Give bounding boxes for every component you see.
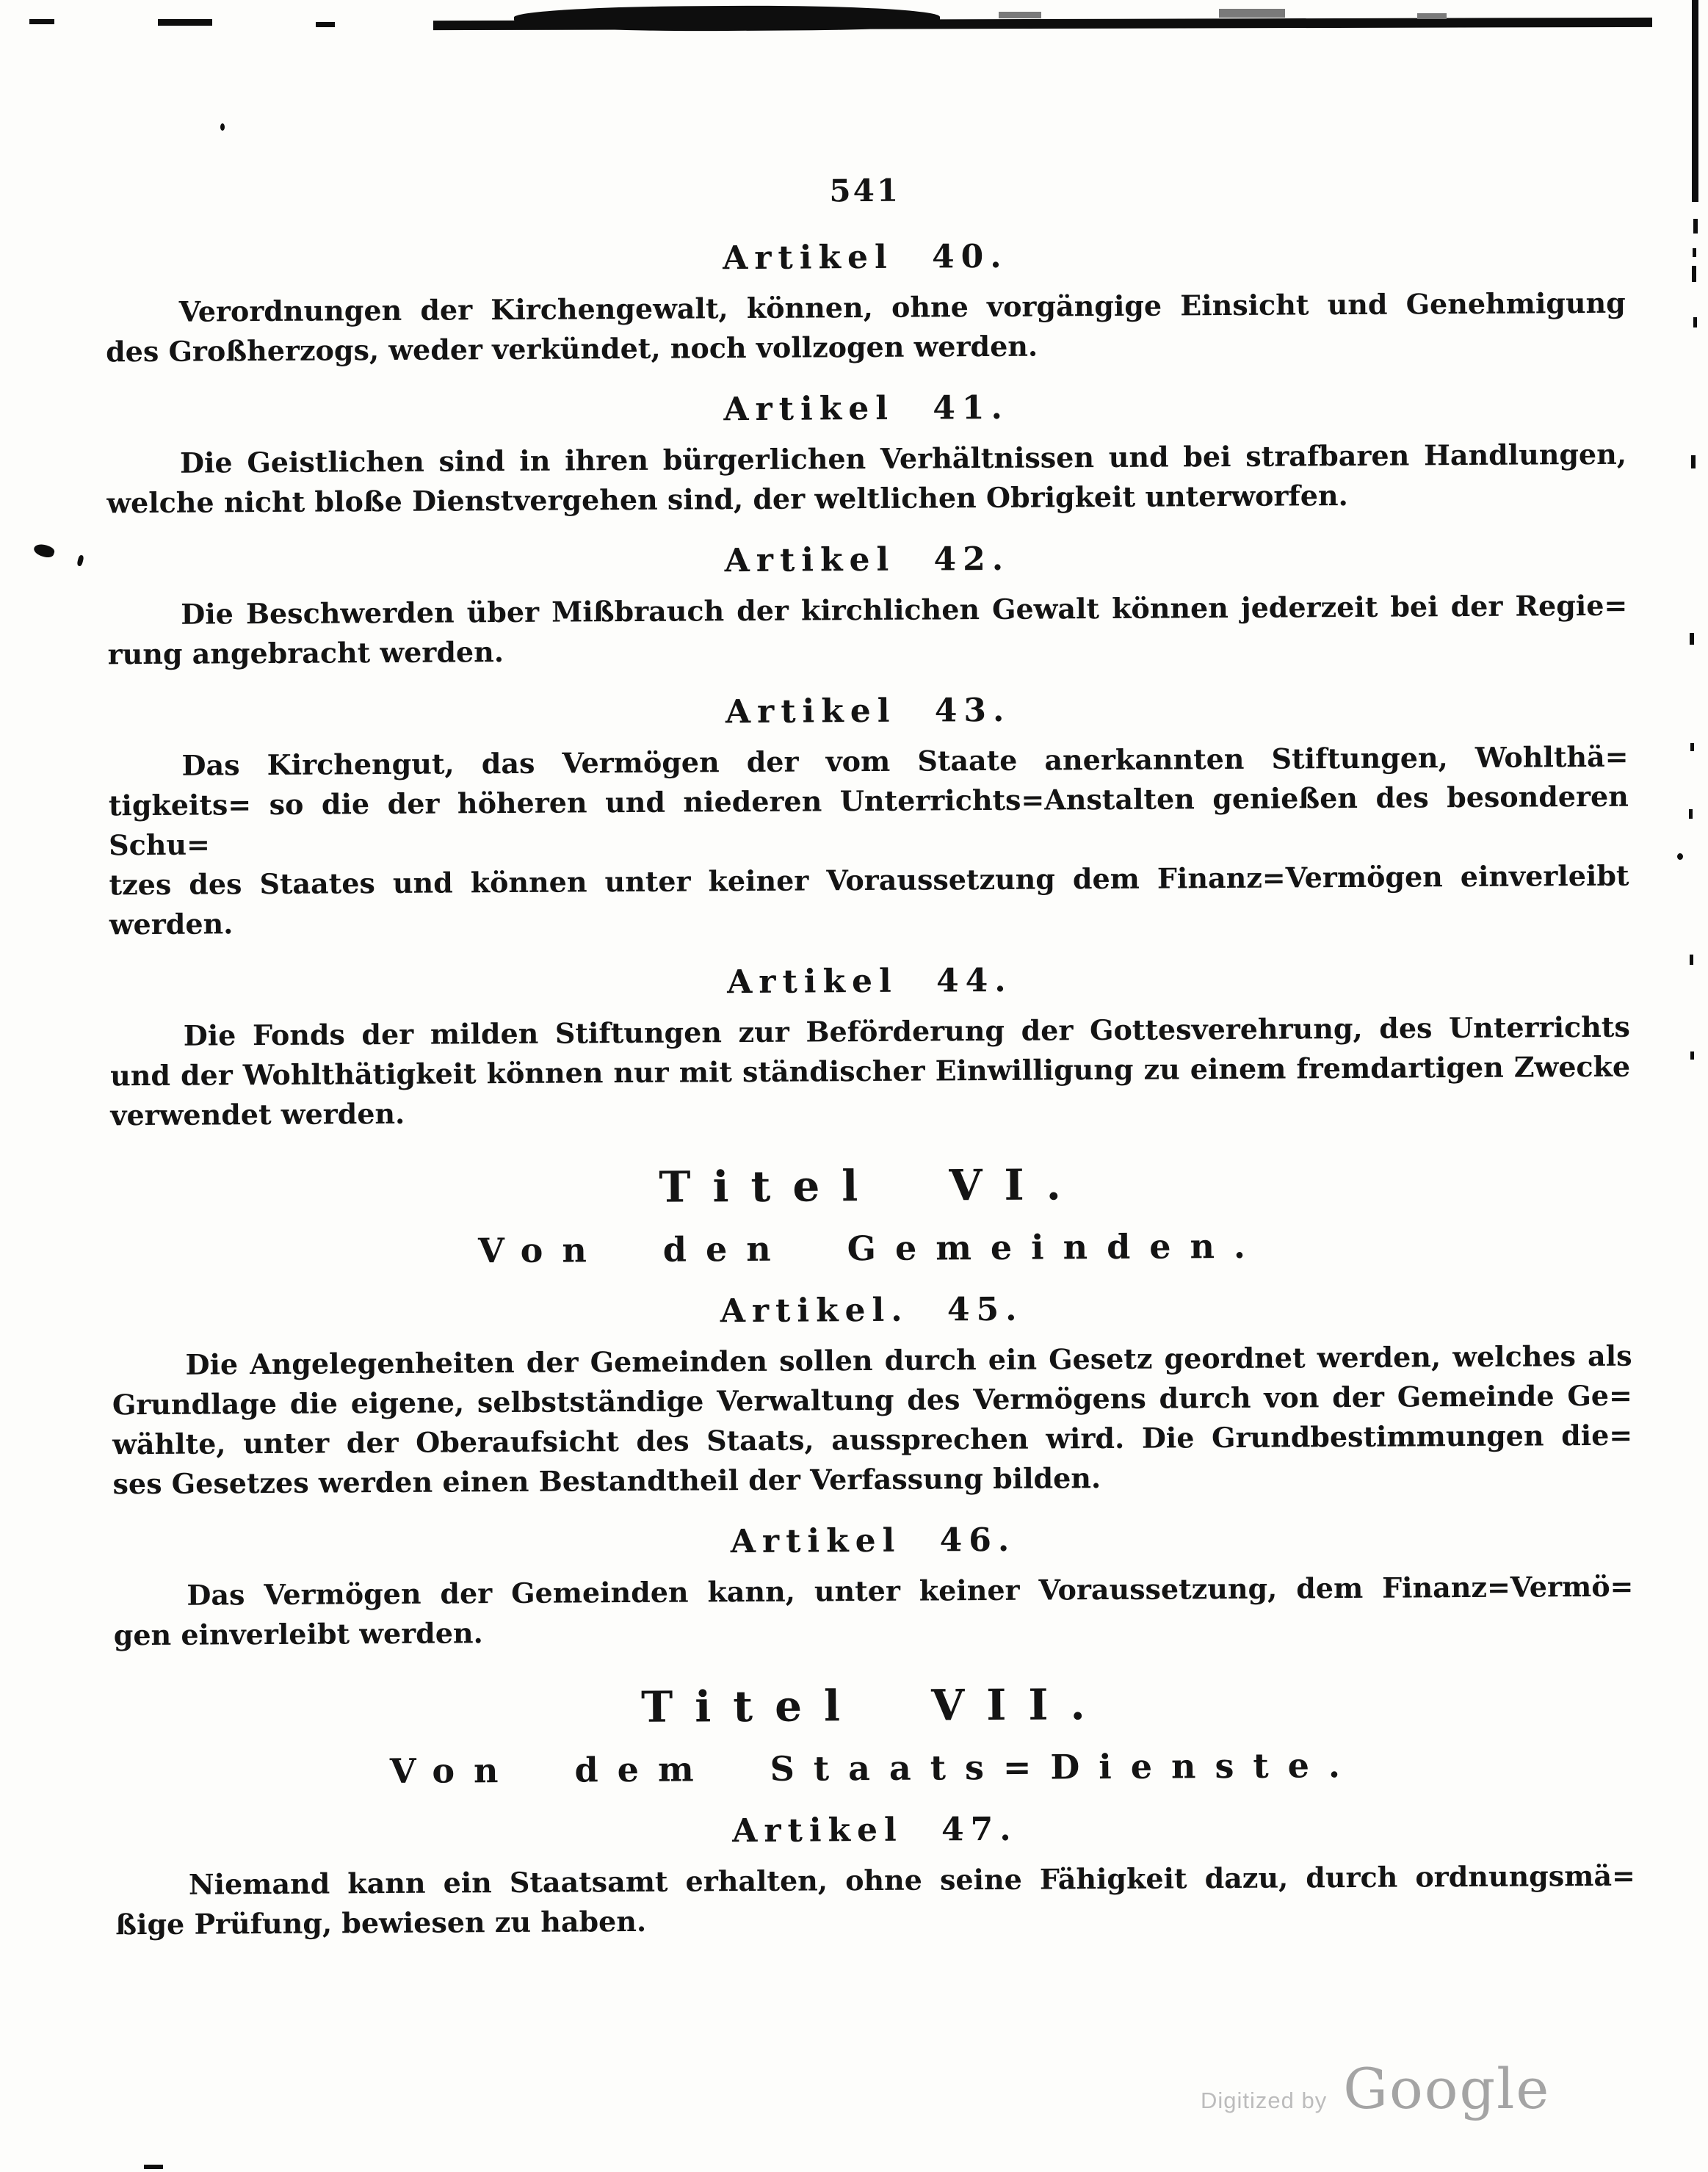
ink-artifact	[220, 123, 225, 131]
ink-artifact	[1417, 13, 1447, 19]
ink-artifact	[1219, 9, 1285, 18]
ink-artifact	[32, 542, 56, 560]
article-line: Die Angelegenheiten der Gemeinden sollen durch ein Gesetz geordnet werden, welches als	[185, 1339, 1632, 1381]
section-subtitle: Von den Gemeinden.	[478, 1226, 1265, 1271]
article-line: Die Beschwerden über Mißbrauch der kirchlichen Gewalt können jederzeit bei der Regie=	[181, 588, 1628, 631]
article-heading: Artikel 47.	[732, 1810, 1018, 1850]
page-content	[105, 168, 1636, 1945]
section-subtitle: Von dem Staats=Dienste.	[389, 1745, 1360, 1792]
article-line: welche nicht bloße Dienstvergehen sind, der weltlichen Obrigkeit unterworfen.	[106, 479, 1348, 520]
ink-artifact	[1693, 219, 1698, 234]
article-line: und der Wohlthätigkeit können nur mit ständischer Einwilligung zu einem fremdartigen Zwecke	[110, 1049, 1631, 1093]
article-line: Das Vermögen der Gemeinden kann, unter keiner Voraussetzung, dem Finanz=Vermö=	[187, 1569, 1634, 1612]
section-title: Titel VII.	[640, 1679, 1107, 1732]
section-title: Titel VI.	[659, 1159, 1083, 1212]
article-line: gen einverleibt werden.	[113, 1616, 483, 1652]
ink-artifact	[1677, 853, 1683, 860]
ink-artifact	[1689, 809, 1693, 819]
article-heading: Artikel 40.	[722, 237, 1008, 278]
ink-artifact	[1690, 633, 1694, 645]
article-line: rung angebracht werden.	[107, 635, 504, 671]
article-line: Das Kirchengut, das Vermögen der vom Staate anerkannten Stiftungen, Wohlthä=	[181, 739, 1629, 782]
article-line: wählte, unter der Oberaufsicht des Staats, aussprechen wird. Die Grundbestimmungen die=	[112, 1418, 1633, 1461]
ink-artifact	[1692, 266, 1696, 282]
article-heading: Artikel 42.	[724, 540, 1010, 580]
article-line: ßige Prüfung, bewiesen zu haben.	[115, 1904, 647, 1941]
ink-artifact	[1691, 455, 1696, 468]
ink-artifact	[144, 2165, 163, 2169]
article-heading: Artikel 41.	[723, 388, 1009, 429]
ink-artifact	[1690, 743, 1694, 751]
ink-artifact	[1693, 248, 1696, 257]
ink-artifact	[158, 19, 212, 26]
article-line: verwendet werden.	[110, 1096, 405, 1132]
article-line: Grundlage die eigene, selbstständige Verwaltung des Vermögens durch von der Gemeinde Ge=	[112, 1378, 1632, 1422]
article-line: Die Fonds der milden Stiftungen zur Beförderung der Gottesverehrung, des Unterrichts	[183, 1010, 1630, 1052]
article-line: Verordnungen der Kirchengewalt, können, ohne vorgängige Einsicht und Genehmigung	[178, 286, 1626, 328]
ink-artifact	[1690, 1051, 1694, 1060]
ink-artifact	[1693, 317, 1697, 327]
article-line: werden.	[109, 907, 234, 941]
article-heading: Artikel 44.	[727, 961, 1013, 1002]
ink-artifact	[316, 22, 335, 27]
article-line: Niemand kann ein Staatsamt erhalten, ohne seine Fähigkeit dazu, durch ordnungsmä=	[188, 1858, 1635, 1901]
article-heading: Artikel 43.	[725, 691, 1011, 731]
google-logo-text: Google	[1343, 2056, 1551, 2121]
ink-artifact	[1690, 955, 1693, 965]
ink-artifact	[999, 12, 1041, 18]
article-line: Die Geistlichen sind in ihren bürgerlichen Verhältnissen und bei strafbaren Handlungen,	[179, 437, 1627, 479]
article-line: tigkeits= so die der höheren und niederen Unterrichts=Anstalten genießen des besonderen Schu=	[108, 779, 1629, 862]
article-line: ses Gesetzes werden einen Bestandtheil der Verfassung bilden.	[112, 1461, 1101, 1501]
article-heading: Artikel. 45.	[720, 1290, 1024, 1331]
article-heading: Artikel 46.	[730, 1521, 1016, 1561]
page-number: 541	[829, 172, 901, 209]
right-edge-line	[1692, 0, 1698, 202]
article-line: tzes des Staates und können unter keiner Voraussetzung dem Finanz=Vermögen einverleibt	[109, 858, 1629, 902]
ink-artifact	[29, 19, 54, 24]
ink-artifact	[76, 554, 84, 566]
digitized-by-label: Digitized by	[1201, 2088, 1328, 2113]
article-line: des Großherzogs, weder verkündet, noch vollzogen werden.	[105, 329, 1038, 369]
google-watermark	[1201, 2056, 1550, 2121]
